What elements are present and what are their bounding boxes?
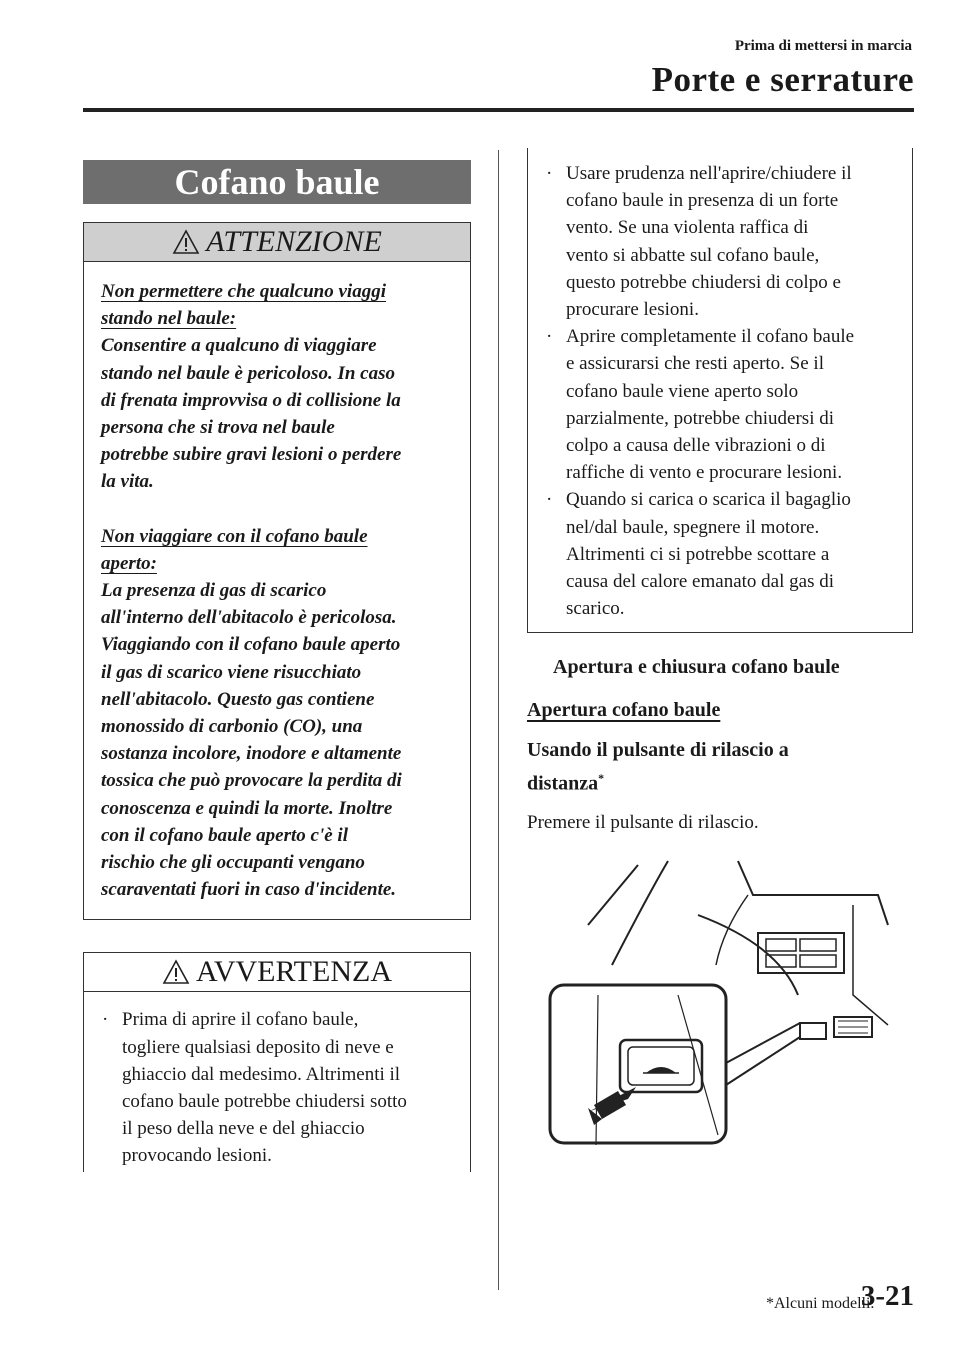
bullet-icon: · (546, 326, 553, 348)
caution-text: La presenza di gas di scarico all'interno dell'abitacolo è pericolosa. Viaggiando con il cofano baule aperto il gas di scarico viene risucchiato nell'abitacolo. Questo gas contiene monossido di carbonio (CO), una sostanza incolore, inodore e altamente tossica che può provocare la perdita di conoscenza e quindi la morte. Inoltre con il cofano baule aperto c'è il rischio che gli occupanti vengano scaraventati fuori in caso d'incidente. (101, 580, 402, 901)
topic-heading: Apertura cofano baule (527, 699, 721, 721)
list-item: · Prima di aprire il cofano baule, togliere qualsiasi deposito di neve e ghiaccio dal medesimo. Altrimenti il cofano baule potrebbe chiudersi sotto il peso della neve e del ghiaccio provocando lesioni. (98, 1006, 454, 1169)
section-title: Cofano baule (83, 160, 471, 204)
caution-subtitle: Non permettere che qualcuno viaggi stando nel baule: (101, 281, 386, 330)
page-number: 3-21 (860, 1280, 914, 1312)
warning-continuation-box (527, 148, 913, 633)
bullet-icon: · (546, 163, 553, 184)
right-content (527, 656, 913, 834)
caution-label: ATTENZIONE (206, 225, 382, 258)
caution-subtitle: Non viaggiare con il cofano baule aperto: (101, 525, 368, 574)
caution-header (84, 223, 470, 262)
footnote: *Alcuni modelli. (766, 1295, 875, 1312)
method-heading: Usando il pulsante di rilascio a distanza* (527, 739, 789, 795)
header-chapter: Prima di mettersi in marcia (734, 38, 912, 54)
header-section-title: Porte e serrature (651, 60, 914, 99)
left-column (83, 160, 471, 1172)
subsection-heading: Apertura e chiusura cofano baule (553, 656, 840, 678)
warning-triangle-icon (172, 229, 200, 255)
warning-header (84, 953, 470, 992)
caution-box (83, 222, 471, 920)
list-item: · Quando si carica o scarica il bagaglio nel/dal baule, spegnere il motore. Altrimenti ci si potrebbe scottare a causa del calore emanato dal gas di scarico. (542, 486, 902, 622)
warning-label: AVVERTENZA (196, 955, 392, 989)
footnote-mark: * (598, 771, 605, 785)
caution-text: Consentire a qualcuno di viaggiare stando nel baule è pericoloso. In caso di frenata improvvisa o di collisione la persona che si trova nel baule potrebbe subire gravi lesioni o perdere la vita. (101, 335, 402, 493)
bullet-icon: · (102, 1009, 109, 1031)
warning-list (84, 992, 470, 1171)
instruction-text: Premere il pulsante di rilascio. (527, 811, 759, 833)
warning-box (83, 952, 471, 1171)
header-rule (83, 108, 914, 112)
bullet-icon: · (546, 489, 553, 511)
list-item: · Usare prudenza nell'aprire/chiudere il cofano baule in presenza di un forte vento. Se una violenta raffica di vento si abbatte sul cofano baule, questo potrebbe chiudersi di colpo e procurare lesioni. (542, 160, 902, 323)
release-button-illustration (548, 855, 900, 1147)
caution-body (84, 262, 470, 919)
column-divider (498, 150, 499, 1290)
warning-triangle-icon (162, 959, 190, 985)
list-item: · Aprire completamente il cofano baule e assicurarsi che resti aperto. Se il cofano baule viene aperto solo parzialmente, potrebbe chiudersi di colpo a causa delle vibrazioni o di raffiche di vento e procurare lesioni. (542, 323, 902, 486)
